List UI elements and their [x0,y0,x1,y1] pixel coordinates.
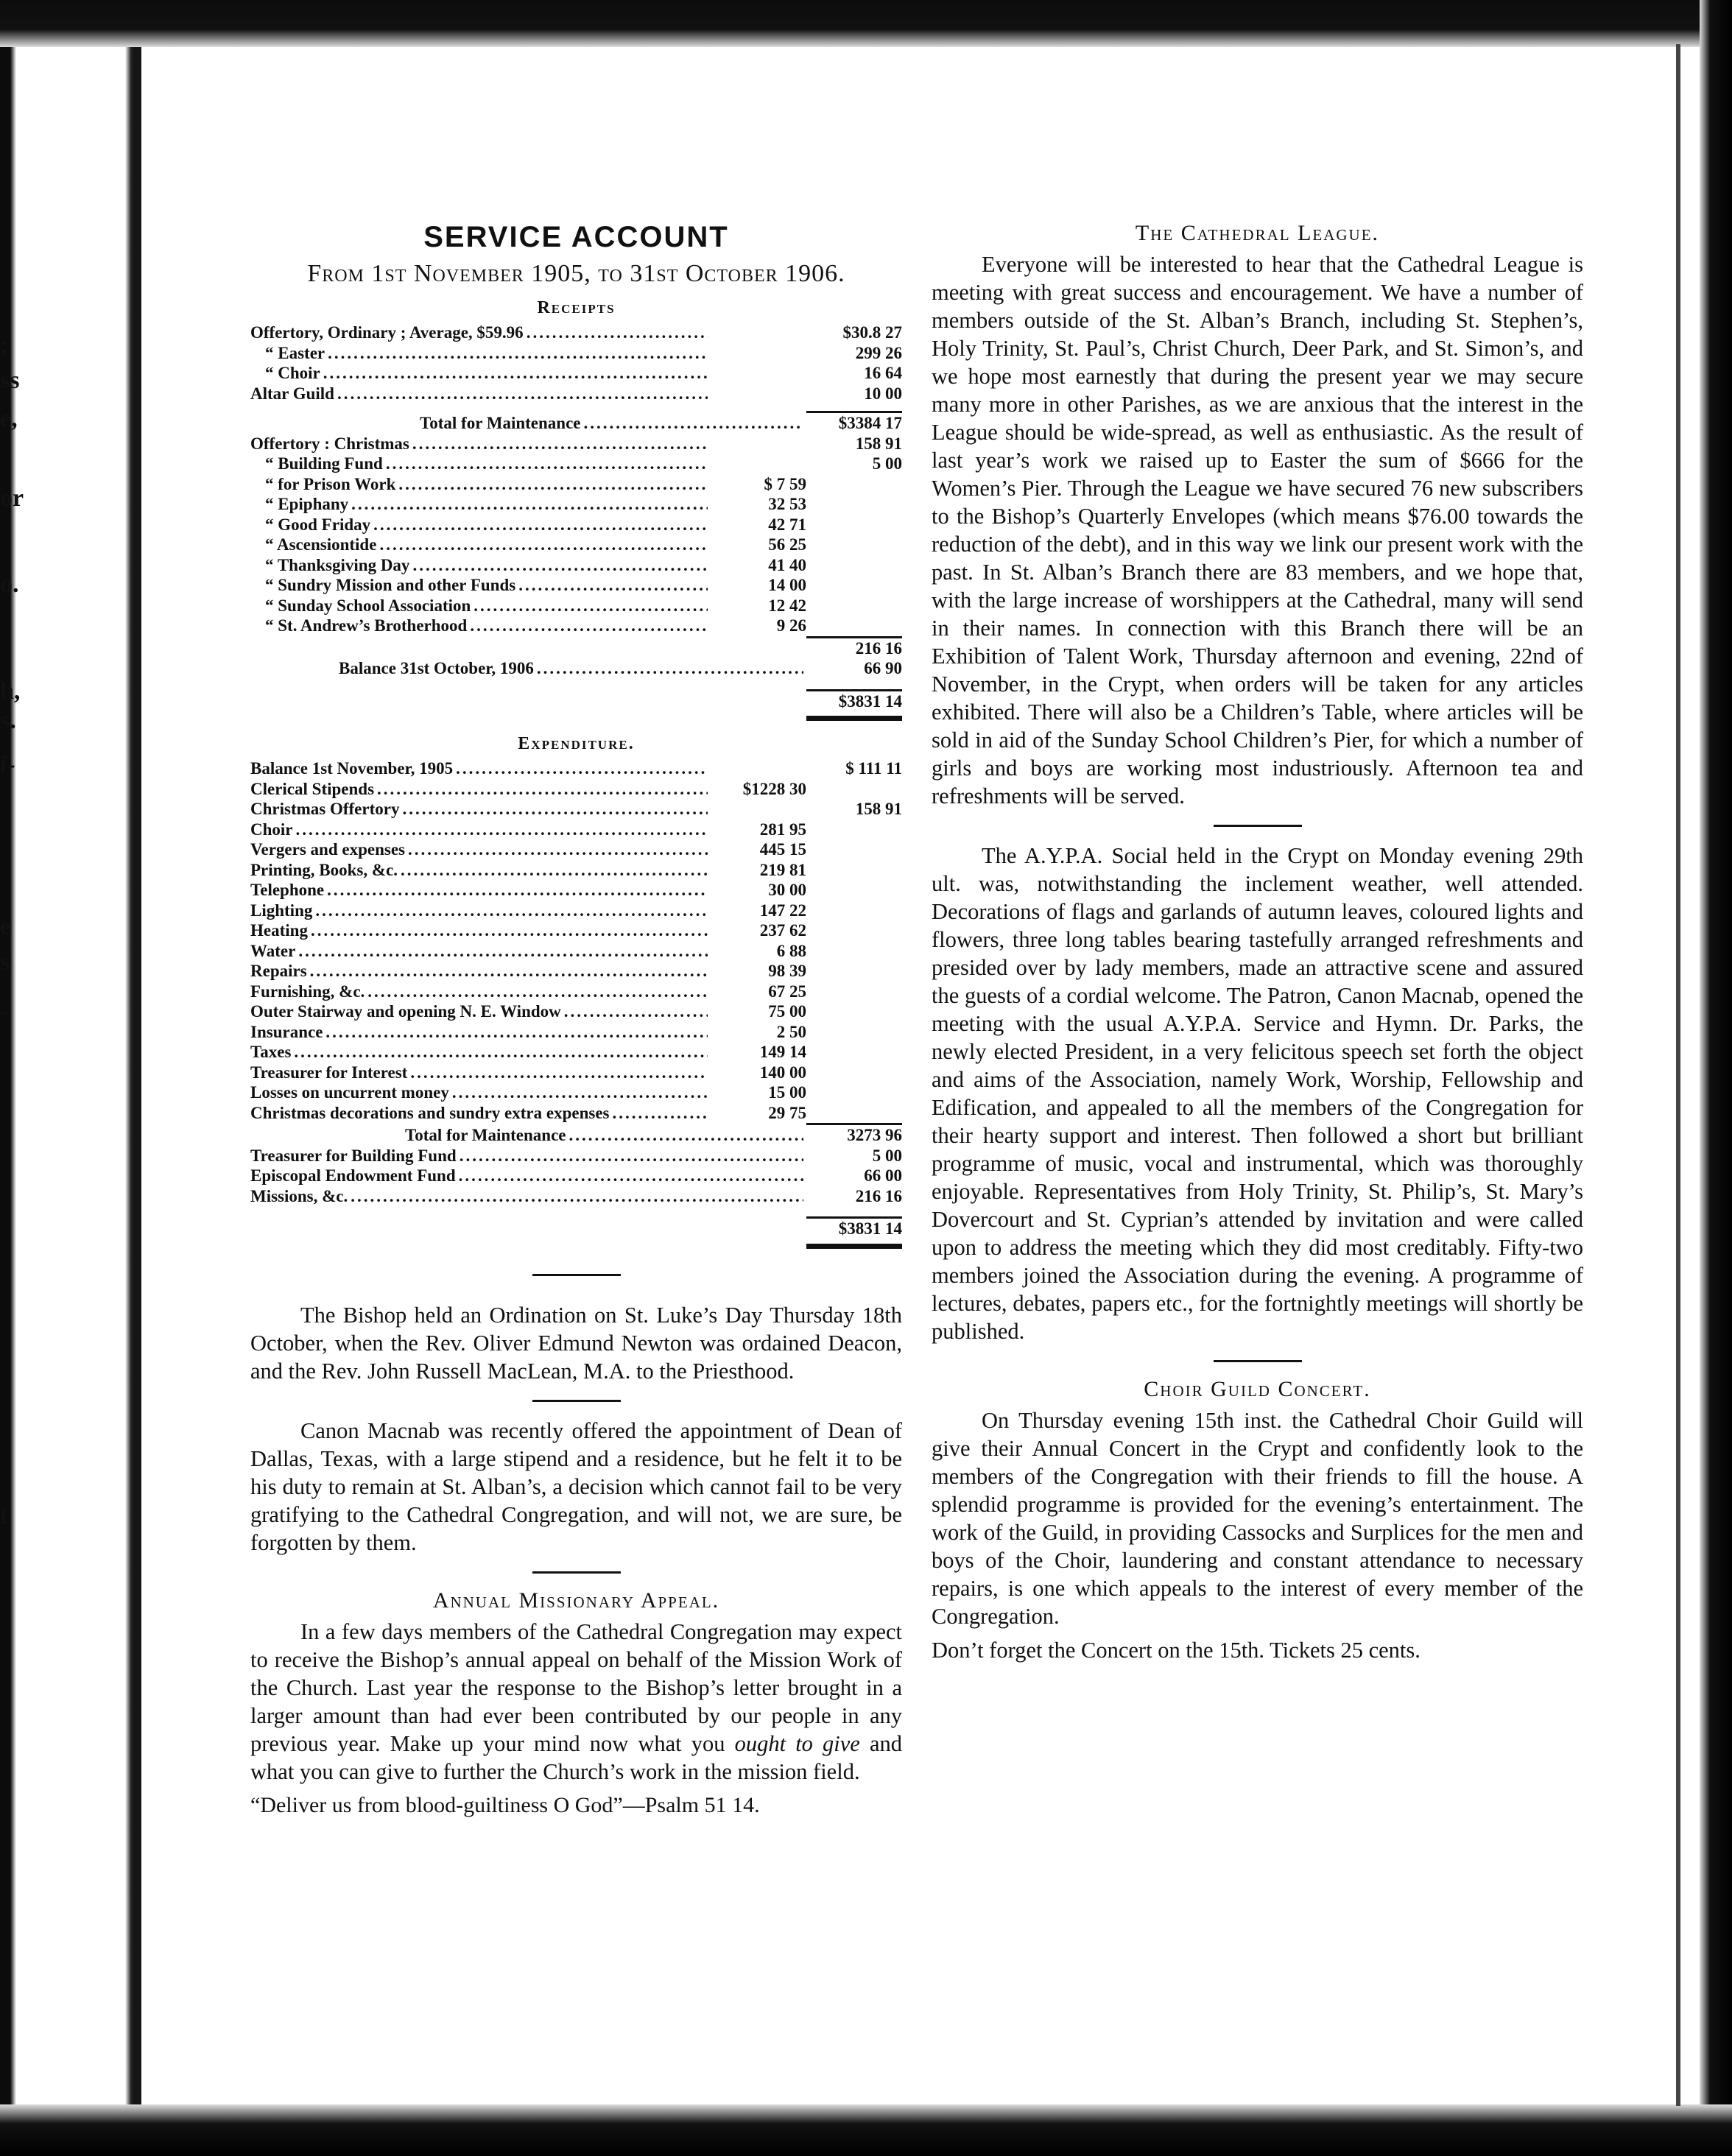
receipts-grand-total: $3831 14 [806,689,902,722]
missionary-heading: Annual Missionary Appeal. [432,1588,720,1613]
subtotal-value: 216 16 [806,636,902,659]
margin-fragment: e, [0,405,18,432]
table-row: Insurance ..... 2 50 [250,1022,902,1043]
margin-fragment: e [0,913,12,940]
table-row: Altar Guild ..... 10 00 [250,384,902,404]
league-heading: The Cathedral League. [1135,221,1380,245]
section-divider [1214,1360,1302,1362]
table-row: “ Easter ..... 299 26 [250,343,902,364]
table-row: Balance 31st October, 1906 ..... 66 90 [250,658,902,679]
table-row: Telephone ..... 30 00 [250,880,902,901]
table-row: “ Good Friday ..... 42 71 [250,515,902,535]
left-column [250,221,902,1819]
table-row: Outer Stairway and opening N. E. Window ..... 75 00 [250,1001,902,1022]
table-row: “ for Prison Work ..... $ 7 59 [250,474,902,495]
margin-fragment: s [0,948,10,976]
binding-edge-left [0,0,140,2156]
section-divider [1214,825,1302,827]
table-row: Balance 1st November, 1905 ..... $ 111 11 [250,758,902,779]
psalm-quote: “Deliver us from blood-guiltiness O God”—Psalm 51 14. [250,1792,760,1817]
table-row: Heating ..... 237 62 [250,920,902,941]
table-row: Treasurer for Interest ..... 140 00 [250,1063,902,1083]
margin-fragment: i- [0,751,15,778]
table-row: Offertory : Christmas ..... 158 91 [250,434,902,454]
table-row: Treasurer for Building Fund ..... 5 00 [250,1146,902,1166]
table-row: Total for Maintenance ..... $3384 17 [250,411,902,434]
table-row [250,689,902,722]
scan-strip-right [1676,44,1680,2106]
scan-edge-top [0,0,1732,47]
choir-guild-paragraph: On Thursday evening 15th inst. the Cathedral Choir Guild will give their Annual Concert in the Crypt and confidently look to the members of the Congregation with their friends to fill the house. A splendid programme is provided for the evening’s entertainment. The work of the Guild, in providing Cassocks and Surplices for the men and boys of the Choir, laundering and constant attendance to necessary repairs, is one which appeals to the interest of every member of the Congregation. [932,1408,1583,1629]
section-divider [532,1400,621,1402]
missionary-paragraph: In a few days members of the Cathedral Congregation may expect to receive the Bishop’s annual appeal on behalf of the Mission Work of the Church. Last year the response to the Bishop’s letter brought in a larger amount than had ever been contributed by our people in any previous year. Make up your mind now what you ought to give and what you can give to further the Church’s work in the mission field. [250,1618,902,1784]
margin-fragment: o. [0,571,19,598]
table-row: Water ..... 6 88 [250,941,902,962]
table-row: “ Epiphany ..... 32 53 [250,494,902,515]
ordination-paragraph: The Bishop held an Ordination on St. Luke’s Day Thursday 18th October, when the Rev. Oliver Edmund Newton was ordained Deacon, and the Rev. John Russell MacLean, M.A. to the Priesthood. [250,1302,902,1384]
scan-edge-bottom [0,2104,1732,2156]
table-row: “ Building Fund ..... 5 00 [250,454,902,474]
table-row: Christmas decorations and sundry extra expenses ..... 29 75 [250,1103,902,1124]
margin-fragment: h, [0,677,21,705]
table-row [250,636,902,659]
table-row: Episcopal Endowment Fund ..... 66 00 [250,1166,902,1186]
table-row: Taxes ..... 149 14 [250,1042,902,1063]
table-row [250,1216,902,1249]
section-divider [532,1571,621,1574]
table-row: Offertory, Ordinary ; Average, $59.96 ..... $30.8 27 [250,323,902,343]
league-paragraph: Everyone will be interested to hear that the Cathedral League is meeting with great success and encouragement. We have a number of members outside of the St. Alban’s Branch, including St. Stephen’s, Holy Trinity, St. Paul’s, Christ Church, Deer Park, and St. Simon’s, and we hope most earnestly that during the present year we may secure many more in other Parishes, as we are anxious that the interest in the League should be wide-spread, as well as enthusiastic. As the result of last year’s work we raised up to Easter the sum of $666 for the Women’s Pier. Through the League we have secured 76 new subscribers to the Bishop’s Quarterly Envelopes (which means $76.00 towards the reduction of the debt), and in this way we link our present work with the past. In St. Alban’s Branch there are 83 members, and we hope that, with the large increase of worshippers at the Cathedral, many will send in their names. In connection with this Branch there will be an Exhibition of Talent Work, Thursday afternoon and evening, 22nd of November, in the Crypt, when orders will be taken for any articles exhibited. There will also be a Children’s Table, where articles will be sold in aid of the Sunday School Children’s Pier, for which a number of girls and boys are working most industriously. Afternoon tea and refreshments will be served. [932,252,1583,808]
expenditure-heading-wrap [250,734,902,754]
table-row: Repairs ..... 98 39 [250,961,902,982]
receipts-table [250,323,902,721]
expenditure-table [250,758,902,1249]
table-row: “ Ascensiontide ..... 56 25 [250,535,902,555]
section-divider [532,1274,621,1276]
table-row: Printing, Books, &c. ..... 219 81 [250,860,902,881]
table-row: “ Thanksgiving Day ..... 41 40 [250,555,902,576]
margin-fragment: or [0,485,24,512]
macnab-paragraph: Canon Macnab was recently offered the appointment of Dean of Dallas, Texas, with a large stipend and a residence, but he felt it to be his duty to remain at St. Alban’s, a decision which cannot fail to be very gratifying to the Cathedral Congregation, and will not, we are sure, be forgotten by them. [250,1417,902,1555]
table-row: Losses on uncurrent money ..... 15 00 [250,1082,902,1103]
table-row: “ Sundry Mission and other Funds ..... 14 00 [250,575,902,596]
table-row: Christmas Offertory ..... 158 91 [250,799,902,820]
aypa-paragraph: The A.Y.P.A. Social held in the Crypt on Monday evening 29th ult. was, notwithstanding the inclement weather, well attended. Decorations of flags and garlands of autumn leaves, coloured lights and flowers, three long tables bearing tastefully arranged refreshments and presided over by lady members, made an attractive scene and assured the guests of a cordial welcome. The Patron, Canon Macnab, opened the meeting with the usual A.Y.P.A. Service and Hymn. Dr. Parks, the newly elected President, in a very felicitous speech set forth the object and aims of the Association, namely Work, Worship, Fellowship and Edification, and appealed to all the members of the Congregation for their hearty support and interest. Then followed a short but brilliant programme of music, vocal and instrumental, which was thoroughly enjoyable. Representatives from Holy Trinity, St. Philip’s, St. Mary’s Dovercourt and St. Cyprian’s attended by invitation and were called upon to address the meeting which they did most creditably. Fifty-two members joined the Association during the evening. A programme of lectures, debates, papers etc., for the fortnightly meetings will shortly be published. [932,843,1583,1344]
table-row: Total for Maintenance ..... 3273 96 [250,1123,902,1146]
margin-fragment: - [0,998,9,1025]
choir-guild-heading: Choir Guild Concert. [1144,1377,1371,1401]
service-account-subtitle: From 1st November 1905, to 31st October 1906. [307,260,845,287]
expenditure-heading: Expenditure. [518,734,635,753]
table-row: Furnishing, &c. ..... 67 25 [250,982,902,1002]
table-row: “ Sunday School Association ..... 12 42 [250,596,902,616]
table-row: Vergers and expenses ..... 445 15 [250,839,902,860]
margin-fragment: t [0,1502,9,1529]
right-column [932,221,1583,1664]
table-row: Missions, &c. ..... 216 16 [250,1186,902,1207]
table-row: “ St. Andrew’s Brotherhood ..... 9 26 [250,616,902,636]
concert-reminder: Don’t forget the Concert on the 15th. Tickets 25 cents. [932,1638,1421,1663]
service-account-header [250,221,902,318]
table-row: Lighting ..... 147 22 [250,901,902,921]
margin-fragment: ; [0,331,9,359]
emphasis-text: ought to give [734,1730,860,1756]
expenditure-grand-total: $3831 14 [806,1216,902,1249]
receipts-heading: Receipts [537,298,616,317]
table-row: Clerical Stipends ..... $1228 30 [250,779,902,800]
margin-fragment: s. [0,707,16,734]
margin-fragment: ss [0,367,20,394]
service-account-title: SERVICE ACCOUNT [423,221,729,253]
spine-line [134,44,141,2106]
table-row: Choir ..... 281 95 [250,820,902,840]
table-row: “ Choir ..... 16 64 [250,363,902,384]
scan-edge-right [1700,0,1732,2156]
